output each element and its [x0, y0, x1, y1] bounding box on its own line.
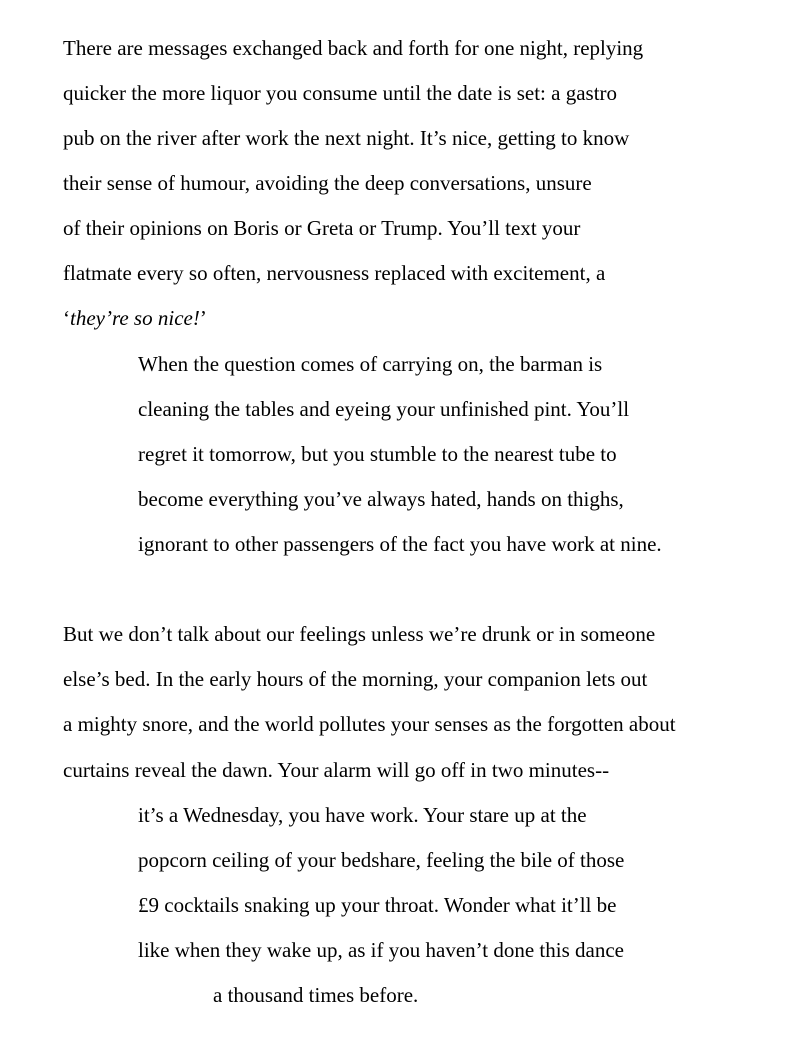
- text-line: £9 cocktails snaking up your throat. Wonder what it’ll be: [138, 893, 617, 917]
- quote-open: ‘: [63, 306, 70, 330]
- text-line: curtains reveal the dawn. Your alarm will go off in two minutes--: [63, 758, 610, 782]
- text-line: ignorant to other passengers of the fact you have work at nine.: [138, 532, 662, 556]
- text-line: a thousand times before.: [213, 983, 419, 1007]
- text-line: else’s bed. In the early hours of the morning, your companion lets out: [63, 667, 648, 691]
- quote-italic-text: they’re so nice!: [70, 306, 200, 330]
- text-line: cleaning the tables and eyeing your unfinished pint. You’ll: [138, 397, 630, 421]
- text-line: a mighty snore, and the world pollutes your senses as the forgotten about: [63, 712, 676, 736]
- text-line: pub on the river after work the next night. It’s nice, getting to know: [63, 126, 630, 150]
- text-line: When the question comes of carrying on, the barman is: [138, 352, 603, 376]
- text-line: regret it tomorrow, but you stumble to the nearest tube to: [138, 442, 617, 466]
- text-line: popcorn ceiling of your bedshare, feeling the bile of those: [138, 848, 625, 872]
- quote-close: ’: [199, 306, 207, 330]
- text-line: it’s a Wednesday, you have work. Your stare up at the: [138, 803, 587, 827]
- text-line: their sense of humour, avoiding the deep conversations, unsure: [63, 171, 592, 195]
- quote-line: [63, 305, 207, 331]
- text-line: like when they wake up, as if you haven’t done this dance: [138, 938, 624, 962]
- text-line: become everything you’ve always hated, hands on thighs,: [138, 487, 624, 511]
- text-line: of their opinions on Boris or Greta or Trump. You’ll text your: [63, 216, 581, 240]
- text-line: flatmate every so often, nervousness replaced with excitement, a: [63, 261, 606, 285]
- text-line: There are messages exchanged back and forth for one night, replying: [63, 36, 644, 60]
- text-line: quicker the more liquor you consume until the date is set: a gastro: [63, 81, 618, 105]
- text-line: But we don’t talk about our feelings unless we’re drunk or in someone: [63, 622, 656, 646]
